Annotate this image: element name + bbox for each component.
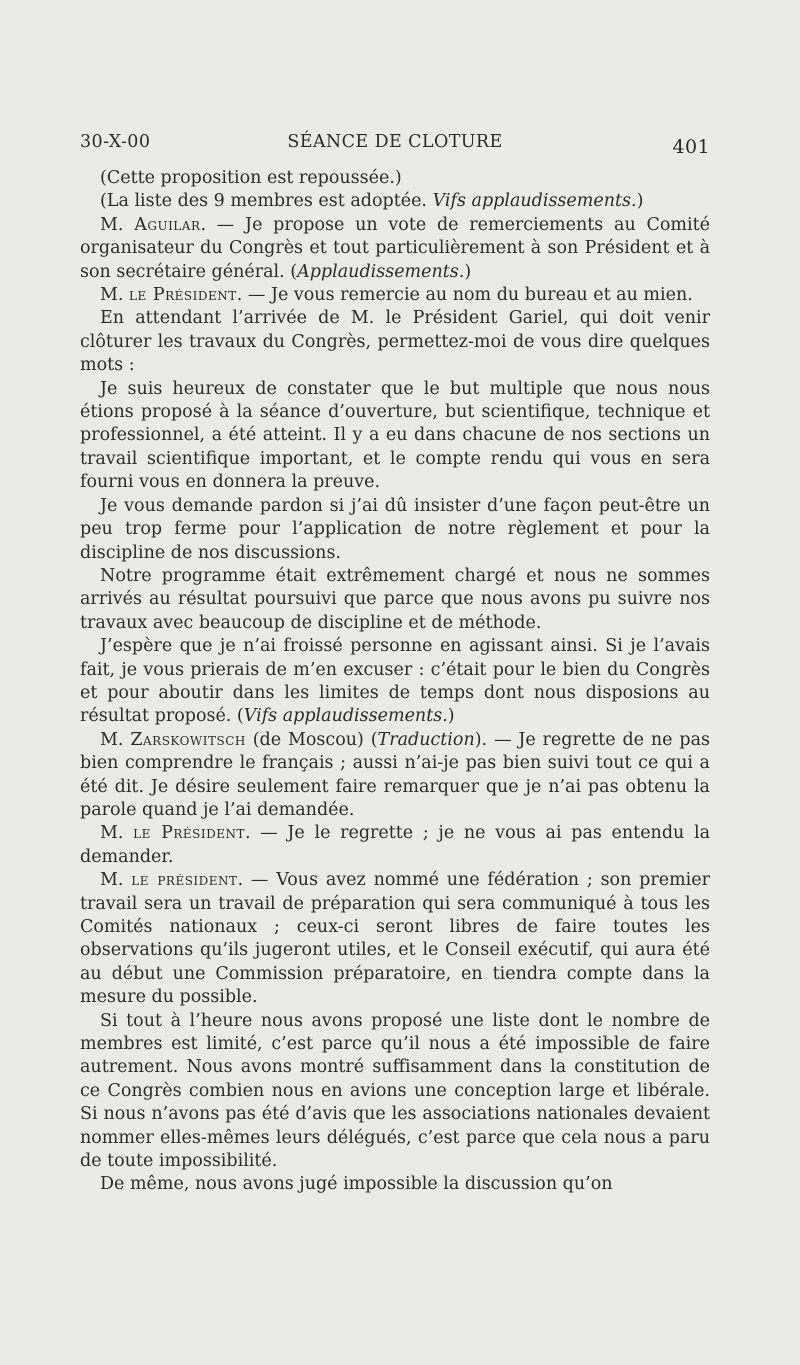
paragraph — [80, 1010, 710, 1174]
text-run: M. — [100, 285, 130, 306]
stage-direction: Vifs applaudissements. — [432, 191, 637, 212]
text-run: (La liste des 9 membres est adoptée. — [100, 191, 433, 212]
paragraph — [80, 565, 710, 635]
paragraph — [80, 167, 710, 190]
paragraph — [80, 495, 710, 565]
text-run: En attendant l’arrivée de M. le Président Gariel, qui doit venir clôturer les travaux du Congrès, permettez-moi de vous dire quelques mots : — [80, 308, 710, 376]
stage-direction: Applaudissements. — [297, 261, 465, 282]
text-run: M. — [100, 729, 131, 750]
text-run: M. — [100, 214, 135, 235]
paragraph — [80, 822, 710, 869]
text-run: M. — [100, 823, 134, 844]
text-run: Je suis heureux de constater que le but multiple que nous nous étions proposé à la séance d’ouverture, but scientifique, technique et professionnel, a été atteint. Il y a eu dans chacune de nos sections un travail scientifique important, et le compte rendu qui vous en sera fourni vous en donnera la preuve. — [80, 378, 710, 493]
text-run: Notre programme était extrêmement chargé et nous ne sommes arrivés au résultat poursuivi que parce que nous avons pu suivre nos travaux avec beaucoup de discipline et de méthode. — [80, 565, 710, 633]
speaker-name: le président — [131, 870, 238, 891]
paragraph — [80, 214, 710, 284]
speaker-name: le Président — [129, 285, 237, 306]
running-head — [80, 128, 710, 158]
stage-direction: Traduction — [377, 729, 475, 750]
text-run: . — Je vous remercie au nom du bureau et au mien. — [236, 285, 693, 306]
page-number: 401 — [672, 136, 710, 158]
speaker-name: Zarskowitsch — [130, 729, 246, 750]
running-title: SÉANCE DE CLOTURE — [287, 132, 503, 152]
paragraph — [80, 869, 710, 1009]
speaker-name: Aguilar — [134, 214, 201, 235]
paragraph — [80, 635, 710, 729]
paragraph — [80, 284, 710, 307]
text-run: (de Moscou) ( — [245, 729, 378, 750]
text-run: Je vous demande pardon si j’ai dû insister d’une façon peut-être un peu trop ferme pour l’application de notre règlement et pour la discipline de nos discussions. — [80, 495, 710, 563]
text-run: De même, nous avons jugé impossible la discussion qu’on — [100, 1174, 613, 1195]
body-text — [80, 167, 710, 1197]
paragraph — [80, 1173, 710, 1196]
speaker-name: le Président — [133, 823, 245, 844]
text-run: ) — [636, 191, 644, 212]
text-run: (Cette proposition est repoussée.) — [100, 168, 402, 188]
text-run: . — Je propose un vote de remerciements au Comité organisateur du Congrès et tout particulièrement à son Président et à son secrétaire général. ( — [80, 214, 710, 282]
paragraph — [80, 307, 710, 377]
session-date: 30-X-00 — [80, 132, 151, 152]
text-run: M. — [100, 870, 132, 891]
text-run: ) — [464, 261, 472, 282]
text-run: Si tout à l’heure nous avons proposé une liste dont le nombre de membres est limité, c’est parce qu’il nous a été impossible de faire autrement. Nous avons montré suffisamment dans la constitution de ce Congrès combien nous en avions une conception large et libérale. Si nous n’avons pas été d’avis que les associations nationales devaient nommer elles-mêmes leurs délégués, c’est parce que cela nous a paru de toute impossibilité. — [80, 1010, 710, 1172]
paragraph — [80, 378, 710, 495]
text-run: ). — Je regrette de ne pas bien comprendre le français ; aussi n’ai-je pas bien suivi tout ce qui a été dit. Je désire seulement faire remarquer que je n’ai pas obtenu la parole quand je l’ai demandée. — [80, 729, 710, 820]
paragraph — [80, 729, 710, 823]
text-run: ) — [447, 706, 455, 727]
stage-direction: Vifs applaudissements. — [243, 706, 448, 727]
text-run: J’espère que je n’ai froissé personne en agissant ainsi. Si je l’avais fait, je vous prierais de m’en excuser : c’était pour le bien du Congrès et pour aboutir dans les limites de temps dont nous disposions au résultat proposé. ( — [80, 636, 710, 727]
text-run: . — Je le regrette ; je ne vous ai pas entendu la demander. — [80, 823, 711, 867]
paragraph — [80, 190, 710, 213]
text-run: . — Vous avez nommé une fédération ; son premier travail sera un travail de préparation qui sera communiqué à tous les Comités nationaux ; ceux-ci seront libres de faire toutes les observations qu’ils jugeront utiles, et le Conseil exécutif, qui aura été au début une Commission préparatoire, en tiendra compte dans la mesure du possible. — [80, 870, 711, 1008]
